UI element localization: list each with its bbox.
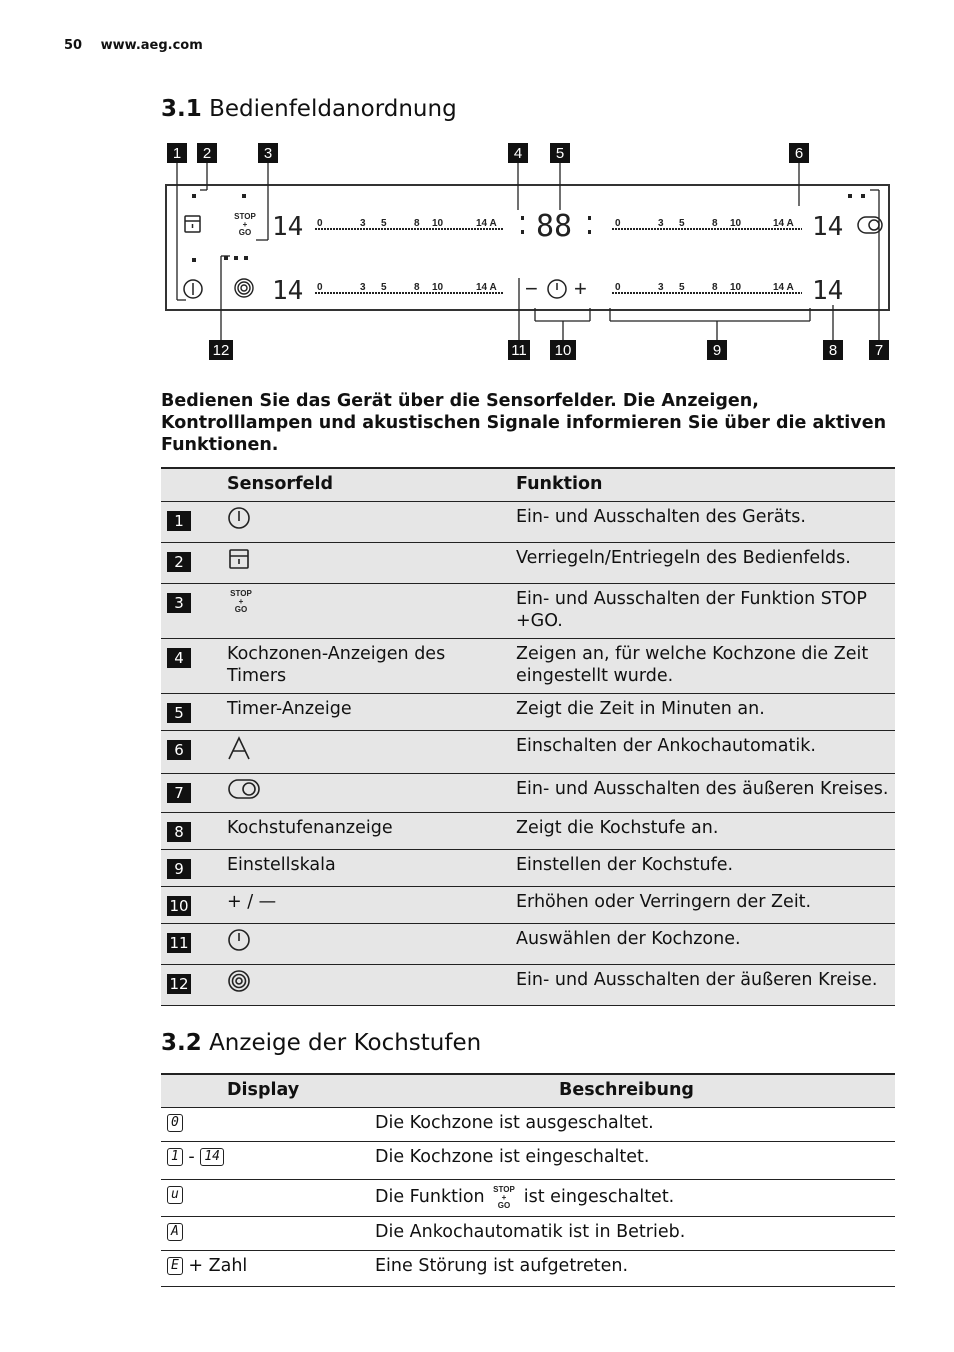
table-row — [161, 639, 895, 694]
callout-5: 5 — [555, 145, 565, 162]
function-text: Auswählen der Kochzone. — [516, 929, 741, 949]
power-icon — [227, 506, 251, 536]
sensor-table — [161, 467, 895, 1006]
oval-zone-icon — [227, 778, 261, 806]
sensor-field-label: + / — — [227, 892, 277, 912]
display-zero: 0 — [167, 1114, 183, 1132]
sensor-field-label: Einstellskala — [227, 855, 336, 875]
scale-1 — [317, 218, 497, 229]
section-1-title — [161, 96, 457, 122]
row-number: 7 — [167, 783, 191, 803]
display-suffix: + Zahl — [188, 1256, 248, 1276]
svg-text:3: 3 — [658, 282, 664, 293]
callout-11: 11 — [511, 342, 527, 359]
sensor-field-label: Timer-Anzeige — [227, 699, 352, 719]
callout-8: 8 — [828, 342, 838, 359]
lock-icon — [185, 216, 200, 232]
function-text: Ein- und Ausschalten des Geräts. — [516, 507, 806, 527]
svg-text:+: + — [242, 220, 248, 229]
display-e: E — [167, 1257, 183, 1275]
svg-text:GO: GO — [497, 1201, 511, 1210]
callout-6: 6 — [794, 145, 804, 162]
display-one: 1 — [167, 1148, 183, 1166]
table-row — [161, 813, 895, 850]
header-funktion: Funktion — [510, 468, 895, 502]
sensor-field-label: Kochzonen-Anzeigen des Timers — [227, 644, 446, 686]
level-display-2: 14 — [272, 276, 304, 306]
section-title-text: Bedienfeldanordnung — [209, 96, 457, 122]
page-url: www.aeg.com — [100, 38, 203, 53]
svg-text:5: 5 — [679, 282, 685, 293]
svg-text:8: 8 — [414, 282, 420, 293]
row-number: 5 — [167, 703, 191, 723]
function-text: Einstellen der Kochstufe. — [516, 855, 734, 875]
svg-text:5: 5 — [381, 218, 387, 229]
power-icon — [184, 280, 202, 298]
function-text: Zeigen an, für welche Kochzone die Zeit eingestellt wurde. — [516, 644, 869, 686]
svg-text:STOP: STOP — [230, 589, 252, 598]
timer-display: 88 — [536, 209, 573, 244]
page-header — [64, 38, 217, 53]
svg-text:+: + — [238, 597, 244, 606]
function-text: Ein- und Ausschalten des äußeren Kreises. — [516, 779, 889, 799]
lock-icon — [227, 547, 251, 577]
section-number: 3.1 — [161, 96, 202, 122]
svg-text:10: 10 — [432, 282, 444, 293]
callout-9: 9 — [712, 342, 722, 359]
scale-2 — [317, 282, 497, 293]
function-text: Ein- und Ausschalten der Funktion STOP +GO. — [516, 589, 867, 631]
scale-3 — [615, 218, 794, 229]
callout-3: 3 — [263, 145, 273, 162]
section-title-text: Anzeige der Kochstufen — [209, 1030, 482, 1056]
level-display-4: 14 — [812, 276, 844, 306]
callout-4: 4 — [513, 145, 523, 162]
section-number: 3.2 — [161, 1030, 202, 1056]
svg-text:+: + — [501, 1193, 507, 1202]
timer-plus-label: + — [574, 276, 587, 301]
display-sep: - — [188, 1147, 195, 1167]
row-number: 9 — [167, 859, 191, 879]
svg-text:14 A: 14 A — [476, 282, 497, 293]
table-row — [161, 502, 895, 543]
table-row — [161, 543, 895, 584]
stop-go-icon — [490, 1184, 518, 1210]
svg-text:5: 5 — [381, 282, 387, 293]
display-a: A — [167, 1223, 183, 1241]
sensor-field-label: Kochstufenanzeige — [227, 818, 393, 838]
stop-go-icon — [227, 588, 255, 620]
svg-text:14 A: 14 A — [476, 218, 497, 229]
ring-zone-icon — [235, 279, 253, 297]
level-display-1: 14 — [272, 212, 304, 242]
svg-text:GO: GO — [234, 605, 248, 614]
table-row — [161, 887, 895, 924]
svg-text:8: 8 — [712, 218, 718, 229]
desc-3: Die Ankochautomatik ist in Betrieb. — [375, 1222, 686, 1242]
row-number: 2 — [167, 552, 191, 572]
level-display-3: 14 — [812, 212, 844, 242]
callout-7: 7 — [874, 342, 884, 359]
svg-text:GO: GO — [238, 228, 252, 237]
desc-4: Eine Störung ist aufgetreten. — [375, 1256, 629, 1276]
svg-text:3: 3 — [658, 218, 664, 229]
svg-text:STOP: STOP — [234, 212, 256, 221]
desc-1: Die Kochzone ist eingeschaltet. — [375, 1147, 650, 1167]
row-number: 6 — [167, 740, 191, 760]
callout-1: 1 — [172, 145, 182, 162]
svg-text:3: 3 — [360, 218, 366, 229]
callout-2: 2 — [202, 145, 212, 162]
header-display: Display — [161, 1074, 369, 1108]
svg-text:14 A: 14 A — [773, 218, 794, 229]
svg-text:8: 8 — [414, 218, 420, 229]
header-beschreibung: Beschreibung — [369, 1074, 895, 1108]
scale-4 — [615, 282, 794, 293]
svg-text:10: 10 — [730, 282, 742, 293]
timer-icon — [227, 928, 251, 958]
display-u: u — [167, 1186, 183, 1204]
svg-text:5: 5 — [679, 218, 685, 229]
desc-2a: Die Funktion — [375, 1187, 485, 1207]
svg-text:STOP: STOP — [493, 1185, 516, 1194]
row-number: 1 — [167, 511, 191, 531]
section-2-title — [161, 1030, 481, 1056]
header-sensorfeld: Sensorfeld — [221, 468, 510, 502]
desc-2b: ist eingeschaltet. — [523, 1187, 675, 1207]
timer-icon — [548, 280, 566, 298]
ring-zone-icon — [227, 969, 251, 999]
row-number: 4 — [167, 648, 191, 668]
desc-0: Die Kochzone ist ausgeschaltet. — [375, 1113, 654, 1133]
display-fourteen: 14 — [200, 1148, 224, 1166]
row-number: 12 — [167, 974, 191, 994]
function-text: Zeigt die Zeit in Minuten an. — [516, 699, 765, 719]
callout-12: 12 — [212, 342, 230, 359]
table-row — [161, 774, 895, 813]
function-text: Verriegeln/Entriegeln des Bedienfelds. — [516, 548, 851, 568]
letter-a-icon — [227, 735, 251, 767]
row-number: 3 — [167, 593, 191, 613]
function-text: Erhöhen oder Verringern der Zeit. — [516, 892, 812, 912]
table-row — [161, 694, 895, 731]
table-row — [161, 850, 895, 887]
svg-text:0: 0 — [615, 282, 621, 293]
display-table — [161, 1073, 895, 1287]
intro-text: Bedienen Sie das Gerät über die Sensorfelder. Die Anzeigen, Kontrolllampen und akustischen Signale informieren Sie über die aktiven Funktionen. — [161, 391, 887, 455]
svg-text:10: 10 — [432, 218, 444, 229]
function-text: Ein- und Ausschalten der äußeren Kreise. — [516, 970, 878, 990]
control-panel-diagram — [160, 138, 900, 368]
svg-text:0: 0 — [317, 218, 323, 229]
callout-10: 10 — [554, 342, 572, 359]
table-row — [161, 584, 895, 639]
svg-text:8: 8 — [712, 282, 718, 293]
page-number: 50 — [64, 38, 83, 53]
svg-text:10: 10 — [730, 218, 742, 229]
svg-text:14 A: 14 A — [773, 282, 794, 293]
function-text: Zeigt die Kochstufe an. — [516, 818, 719, 838]
table-row — [161, 731, 895, 774]
table-row — [161, 924, 895, 965]
svg-text:0: 0 — [317, 282, 323, 293]
svg-text:0: 0 — [615, 218, 621, 229]
row-number: 11 — [167, 933, 191, 953]
row-number: 10 — [167, 896, 191, 916]
svg-text:3: 3 — [360, 282, 366, 293]
table-row — [161, 965, 895, 1006]
timer-minus-label: − — [525, 276, 538, 301]
row-number: 8 — [167, 822, 191, 842]
stop-go-icon — [234, 212, 256, 237]
function-text: Einschalten der Ankochautomatik. — [516, 736, 816, 756]
